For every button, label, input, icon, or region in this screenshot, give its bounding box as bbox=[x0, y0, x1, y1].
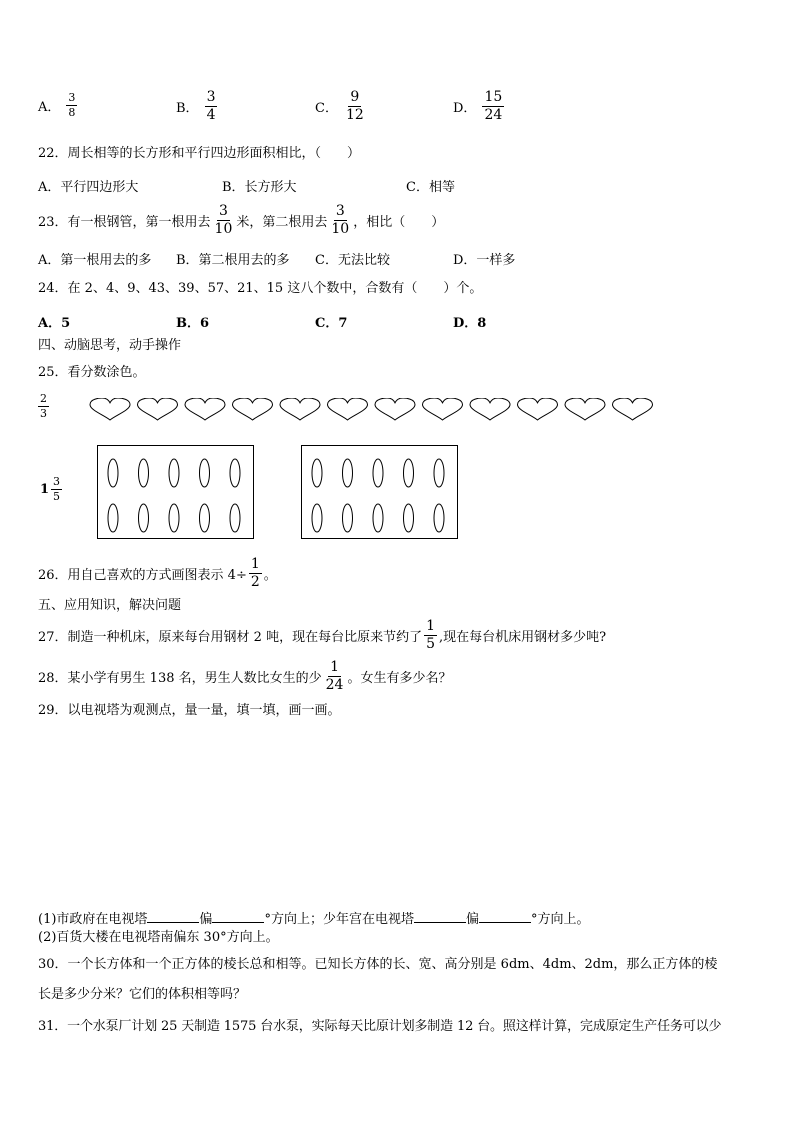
q22-question: 22．周长相等的长方形和平行四边形面积相比，（ ） bbox=[38, 146, 361, 161]
ovals-mixed-number-label: 1 $\frac{3}{5}$ bbox=[40, 475, 61, 504]
q23-option-c: C．无法比较 bbox=[315, 253, 390, 268]
heart-shape bbox=[565, 398, 605, 420]
oval-shape bbox=[434, 459, 444, 487]
oval-shape bbox=[312, 459, 322, 487]
oval-shape bbox=[343, 459, 353, 487]
q23-question: 23．有一根钢管，第一根用去 $\frac{3}{10}$ 米，第二根用去 $\frac{3}{10}$ ，相比（ ） bbox=[38, 203, 445, 238]
section-heading-4: 四、动脑思考，动手操作 bbox=[38, 338, 182, 353]
q21-option-b: B． $\frac{3}{4}$ bbox=[176, 89, 216, 124]
oval-shape bbox=[108, 504, 118, 532]
oval-shape bbox=[343, 504, 353, 532]
fraction: $\frac{3}{4}$ bbox=[206, 89, 216, 124]
oval-shape bbox=[139, 504, 149, 532]
q24-option-c: C．7 bbox=[315, 316, 348, 331]
q22-option-c: C．相等 bbox=[406, 180, 455, 195]
oval-grid bbox=[302, 446, 457, 538]
answer-blank[interactable] bbox=[147, 910, 199, 923]
q23-option-d: D．一样多 bbox=[453, 253, 516, 268]
oval-grid bbox=[98, 446, 253, 538]
q23-option-b: B．第二根用去的多 bbox=[176, 253, 290, 268]
oval-shape bbox=[230, 459, 240, 487]
q22-option-a: A．平行四边形大 bbox=[38, 180, 139, 195]
heart-shape bbox=[185, 398, 225, 420]
hearts-row bbox=[88, 398, 663, 424]
heart-shape bbox=[328, 398, 368, 420]
q21-option-c: C． $\frac{9}{12}$ bbox=[315, 89, 364, 124]
oval-shape bbox=[200, 504, 210, 532]
oval-shape bbox=[200, 459, 210, 487]
oval-shape bbox=[373, 459, 383, 487]
oval-shape bbox=[373, 504, 383, 532]
q21-option-d: D． $\frac{15}{24}$ bbox=[453, 89, 503, 124]
q21-option-a: A． $\frac{3}{8}$ bbox=[38, 91, 76, 120]
heart-shape bbox=[90, 398, 130, 420]
fraction: $\frac{3}{10}$ bbox=[331, 203, 350, 238]
heart-shape bbox=[280, 398, 320, 420]
fraction: $\frac{2}{3}$ bbox=[40, 392, 47, 421]
oval-box-2 bbox=[301, 445, 458, 539]
heart-shape bbox=[138, 398, 178, 420]
answer-blank[interactable] bbox=[414, 910, 466, 923]
heart-shape bbox=[518, 398, 558, 420]
section-heading-5: 五、应用知识，解决问题 bbox=[38, 598, 182, 613]
q24-option-a: A．5 bbox=[38, 316, 71, 331]
q29-question: 29．以电视塔为观测点，量一量，填一填，画一画。 bbox=[38, 703, 341, 718]
oval-shape bbox=[169, 459, 179, 487]
q23-option-a: A．第一根用去的多 bbox=[38, 253, 152, 268]
oval-shape bbox=[404, 459, 414, 487]
heart-shape bbox=[375, 398, 415, 420]
q29-sub1: (1)市政府在电视塔 偏 °方向上；少年宫在电视塔 偏 °方向上。 bbox=[38, 912, 590, 927]
oval-shape bbox=[169, 504, 179, 532]
oval-box-1 bbox=[97, 445, 254, 539]
q24-option-b: B．6 bbox=[176, 316, 210, 331]
oval-shape bbox=[139, 459, 149, 487]
oval-shape bbox=[404, 504, 414, 532]
q22-option-b: B．长方形大 bbox=[222, 180, 297, 195]
oval-shape bbox=[108, 459, 118, 487]
fraction: $\frac{3}{5}$ bbox=[53, 475, 61, 504]
fraction: $\frac{1}{24}$ bbox=[325, 659, 344, 694]
q27-question: 27．制造一种机床，原来每台用钢材 2 吨，现在每台比原来节约了 $\frac{1}{5}$ ,现在每台机床用钢材多少吨? bbox=[38, 618, 607, 653]
heart-shape bbox=[233, 398, 273, 420]
fraction: $\frac{1}{5}$ bbox=[426, 618, 435, 653]
q28-question: 28．某小学有男生 138 名，男生人数比女生的少 $\frac{1}{24}$ 。女生有多少名？ bbox=[38, 659, 452, 694]
oval-shape bbox=[434, 504, 444, 532]
fraction: $\frac{1}{2}$ bbox=[250, 556, 260, 591]
q26-question: 26．用自己喜欢的方式画图表示 4÷ $\frac{1}{2}$ 。 bbox=[38, 556, 277, 591]
oval-shape bbox=[230, 504, 240, 532]
fraction: $\frac{3}{10}$ bbox=[214, 203, 233, 238]
q24-option-d: D．8 bbox=[453, 316, 487, 331]
answer-blank[interactable] bbox=[212, 910, 264, 923]
q25-question: 25．看分数涂色。 bbox=[38, 365, 146, 380]
answer-blank[interactable] bbox=[479, 910, 531, 923]
oval-shape bbox=[312, 504, 322, 532]
fraction: $\frac{15}{24}$ bbox=[484, 89, 503, 124]
fraction: $\frac{3}{8}$ bbox=[68, 91, 76, 120]
heart-shape bbox=[423, 398, 463, 420]
q29-sub2: (2)百货大楼在电视塔南偏东 30°方向上。 bbox=[38, 930, 279, 945]
q24-question: 24．在 2、4、9、43、39、57、21、15 这八个数中，合数有（ ）个。 bbox=[38, 281, 483, 296]
q30-question-line1: 30．一个长方体和一个正方体的棱长总和相等。已知长方体的长、宽、高分别是 6dm、4dm、2dm，那么正方体的棱 bbox=[38, 957, 718, 972]
hearts-fraction-label bbox=[36, 393, 51, 420]
fraction: $\frac{9}{12}$ bbox=[345, 89, 364, 124]
heart-shape bbox=[613, 398, 653, 420]
q30-question-line2: 长是多少分米？它们的体积相等吗？ bbox=[38, 987, 247, 1002]
q31-question-line1: 31．一个水泵厂计划 25 天制造 1575 台水泵，实际每天比原计划多制造 12 台。照这样计算，完成原定生产任务可以少 bbox=[38, 1019, 722, 1034]
heart-shape bbox=[470, 398, 510, 420]
